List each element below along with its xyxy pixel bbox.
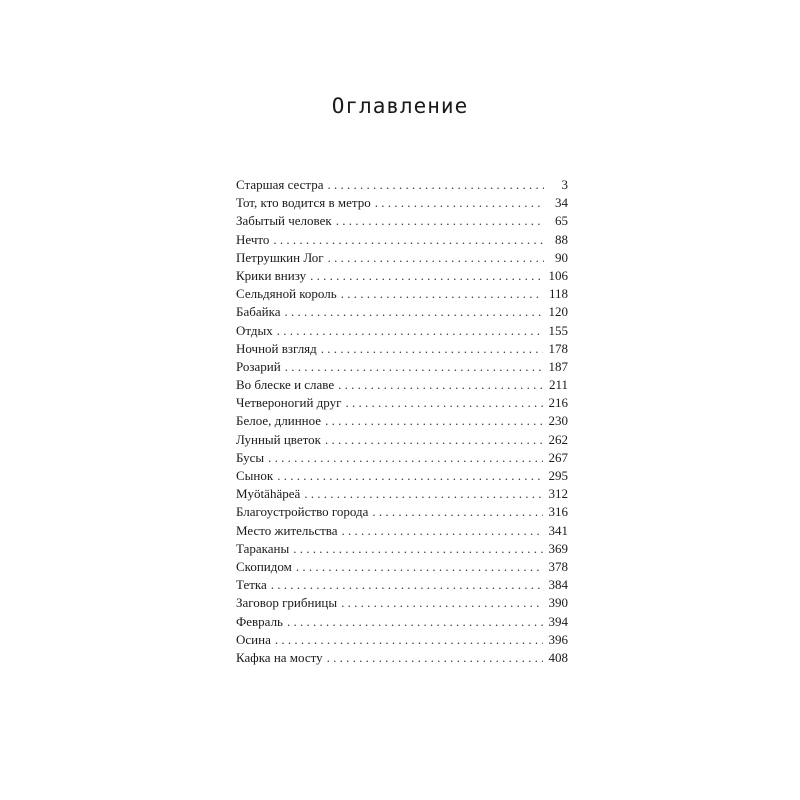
toc-entry-title: Myötähäpeä [236, 486, 301, 502]
toc-entry-page-number: 341 [548, 522, 568, 538]
toc-entry-page-number: 118 [548, 286, 568, 302]
dot-leader [341, 595, 542, 611]
toc-entry-title: Сынок [236, 468, 274, 483]
toc-entry-page-number: 34 [555, 195, 568, 211]
toc-entry-title: Ночной взгляд [236, 340, 317, 356]
toc-entry-title: Осина [236, 631, 271, 647]
toc-entry-title: Кафка на мосту [236, 649, 323, 665]
dot-leader [328, 177, 544, 193]
dot-leader [336, 213, 544, 229]
toc-entry [236, 250, 568, 268]
toc-entry-title: Благоустройство города [236, 504, 369, 520]
toc-entry-page-number: 106 [548, 267, 568, 283]
toc-entry-title: Тот, кто водится в метро [236, 195, 371, 211]
toc-entry [236, 468, 568, 486]
toc-entry-page-number: 155 [548, 322, 568, 338]
toc-entry-page-number: 187 [548, 358, 568, 374]
toc-entry-title: Во блеске и славе [236, 377, 335, 393]
toc-entry [236, 232, 568, 250]
dot-leader [345, 395, 542, 411]
toc-entry-page-number: 3 [561, 177, 568, 192]
dot-leader [310, 268, 542, 284]
toc-entry [236, 286, 568, 304]
toc-entry [236, 377, 568, 395]
toc-entry-title: Отдых [236, 322, 273, 338]
toc-entry-title: Бабайка [236, 304, 281, 320]
dot-leader [325, 413, 542, 429]
toc-entry-title: Розарий [236, 358, 281, 374]
dot-leader [338, 377, 543, 393]
dot-leader [285, 359, 543, 375]
toc-entry [236, 486, 568, 504]
dot-leader [277, 323, 543, 339]
toc-entry [236, 523, 568, 541]
toc-entry-page-number: 230 [548, 413, 568, 429]
dot-leader [341, 286, 543, 302]
toc-entry-page-number: 316 [548, 504, 568, 520]
dot-leader [271, 577, 543, 593]
toc-entry [236, 595, 568, 613]
dot-leader [372, 504, 542, 520]
dot-leader [284, 304, 542, 320]
toc-entry-page-number: 295 [548, 468, 568, 483]
toc-entry-page-number: 65 [555, 213, 568, 229]
toc-entry [236, 432, 568, 450]
toc-entry-page-number: 312 [548, 486, 568, 502]
toc-entry [236, 614, 568, 632]
toc-entry-page-number: 369 [548, 540, 568, 556]
toc-entry-title: Скопидом [236, 558, 292, 574]
toc-entry [236, 341, 568, 359]
toc-entry-page-number: 88 [555, 231, 568, 247]
toc-entry [236, 413, 568, 431]
toc-entry [236, 213, 568, 231]
page-title: Оглавление [331, 94, 469, 118]
toc-entry [236, 359, 568, 377]
toc-entry [236, 632, 568, 650]
toc-entry-page-number: 178 [548, 340, 568, 356]
toc-entry-page-number: 120 [548, 304, 568, 320]
toc-entry-title: Бусы [236, 449, 265, 465]
toc-entry [236, 577, 568, 595]
toc-entry [236, 195, 568, 213]
toc-entry-page-number: 211 [548, 377, 568, 393]
toc-entry [236, 268, 568, 286]
toc-entry-title: Тараканы [236, 540, 290, 556]
toc-entry-page-number: 384 [548, 577, 568, 593]
dot-leader [277, 468, 542, 484]
dot-leader [268, 450, 542, 466]
dot-leader [275, 632, 543, 648]
toc-entry-page-number: 262 [548, 431, 568, 447]
toc-entry-title: Тетка [236, 577, 267, 593]
toc-entry [236, 395, 568, 413]
toc-entry-page-number: 396 [548, 631, 568, 647]
toc-entry-title: Место жительства [236, 522, 338, 538]
dot-leader [342, 523, 543, 539]
dot-leader [273, 232, 544, 248]
toc-entry [236, 323, 568, 341]
dot-leader [287, 614, 543, 630]
toc-entry [236, 177, 568, 195]
table-of-contents [236, 177, 568, 668]
dot-leader [304, 486, 542, 502]
toc-entry-title: Лунный цветок [236, 431, 321, 447]
toc-entry [236, 304, 568, 322]
toc-entry-title: Сельдяной король [236, 286, 337, 302]
toc-entry-title: Нечто [236, 231, 270, 247]
toc-entry-title: Февраль [236, 613, 283, 629]
dot-leader [296, 559, 543, 575]
dot-leader [321, 341, 543, 357]
toc-entry-page-number: 216 [548, 395, 568, 411]
dot-leader [325, 432, 543, 448]
toc-entry [236, 450, 568, 468]
toc-entry-title: Крики внизу [236, 267, 307, 283]
dot-leader [375, 195, 544, 211]
toc-entry-page-number: 90 [555, 249, 568, 265]
toc-entry-title: Белое, длинное [236, 413, 322, 429]
toc-entry [236, 650, 568, 668]
toc-entry-page-number: 267 [548, 449, 568, 465]
toc-entry [236, 504, 568, 522]
toc-entry-page-number: 378 [548, 558, 568, 574]
toc-entry-page-number: 408 [548, 649, 568, 665]
dot-leader [327, 650, 543, 666]
toc-entry-title: Старшая сестра [236, 177, 324, 192]
dot-leader [328, 250, 544, 266]
toc-entry [236, 541, 568, 559]
toc-entry-title: Четвероногий друг [236, 395, 342, 411]
dot-leader [293, 541, 542, 557]
toc-entry [236, 559, 568, 577]
toc-entry-title: Петрушкин Лог [236, 249, 324, 265]
toc-entry-page-number: 394 [548, 613, 568, 629]
toc-entry-title: Заговор грибницы [236, 595, 338, 611]
toc-entry-title: Забытый человек [236, 213, 332, 229]
toc-entry-page-number: 390 [548, 595, 568, 611]
